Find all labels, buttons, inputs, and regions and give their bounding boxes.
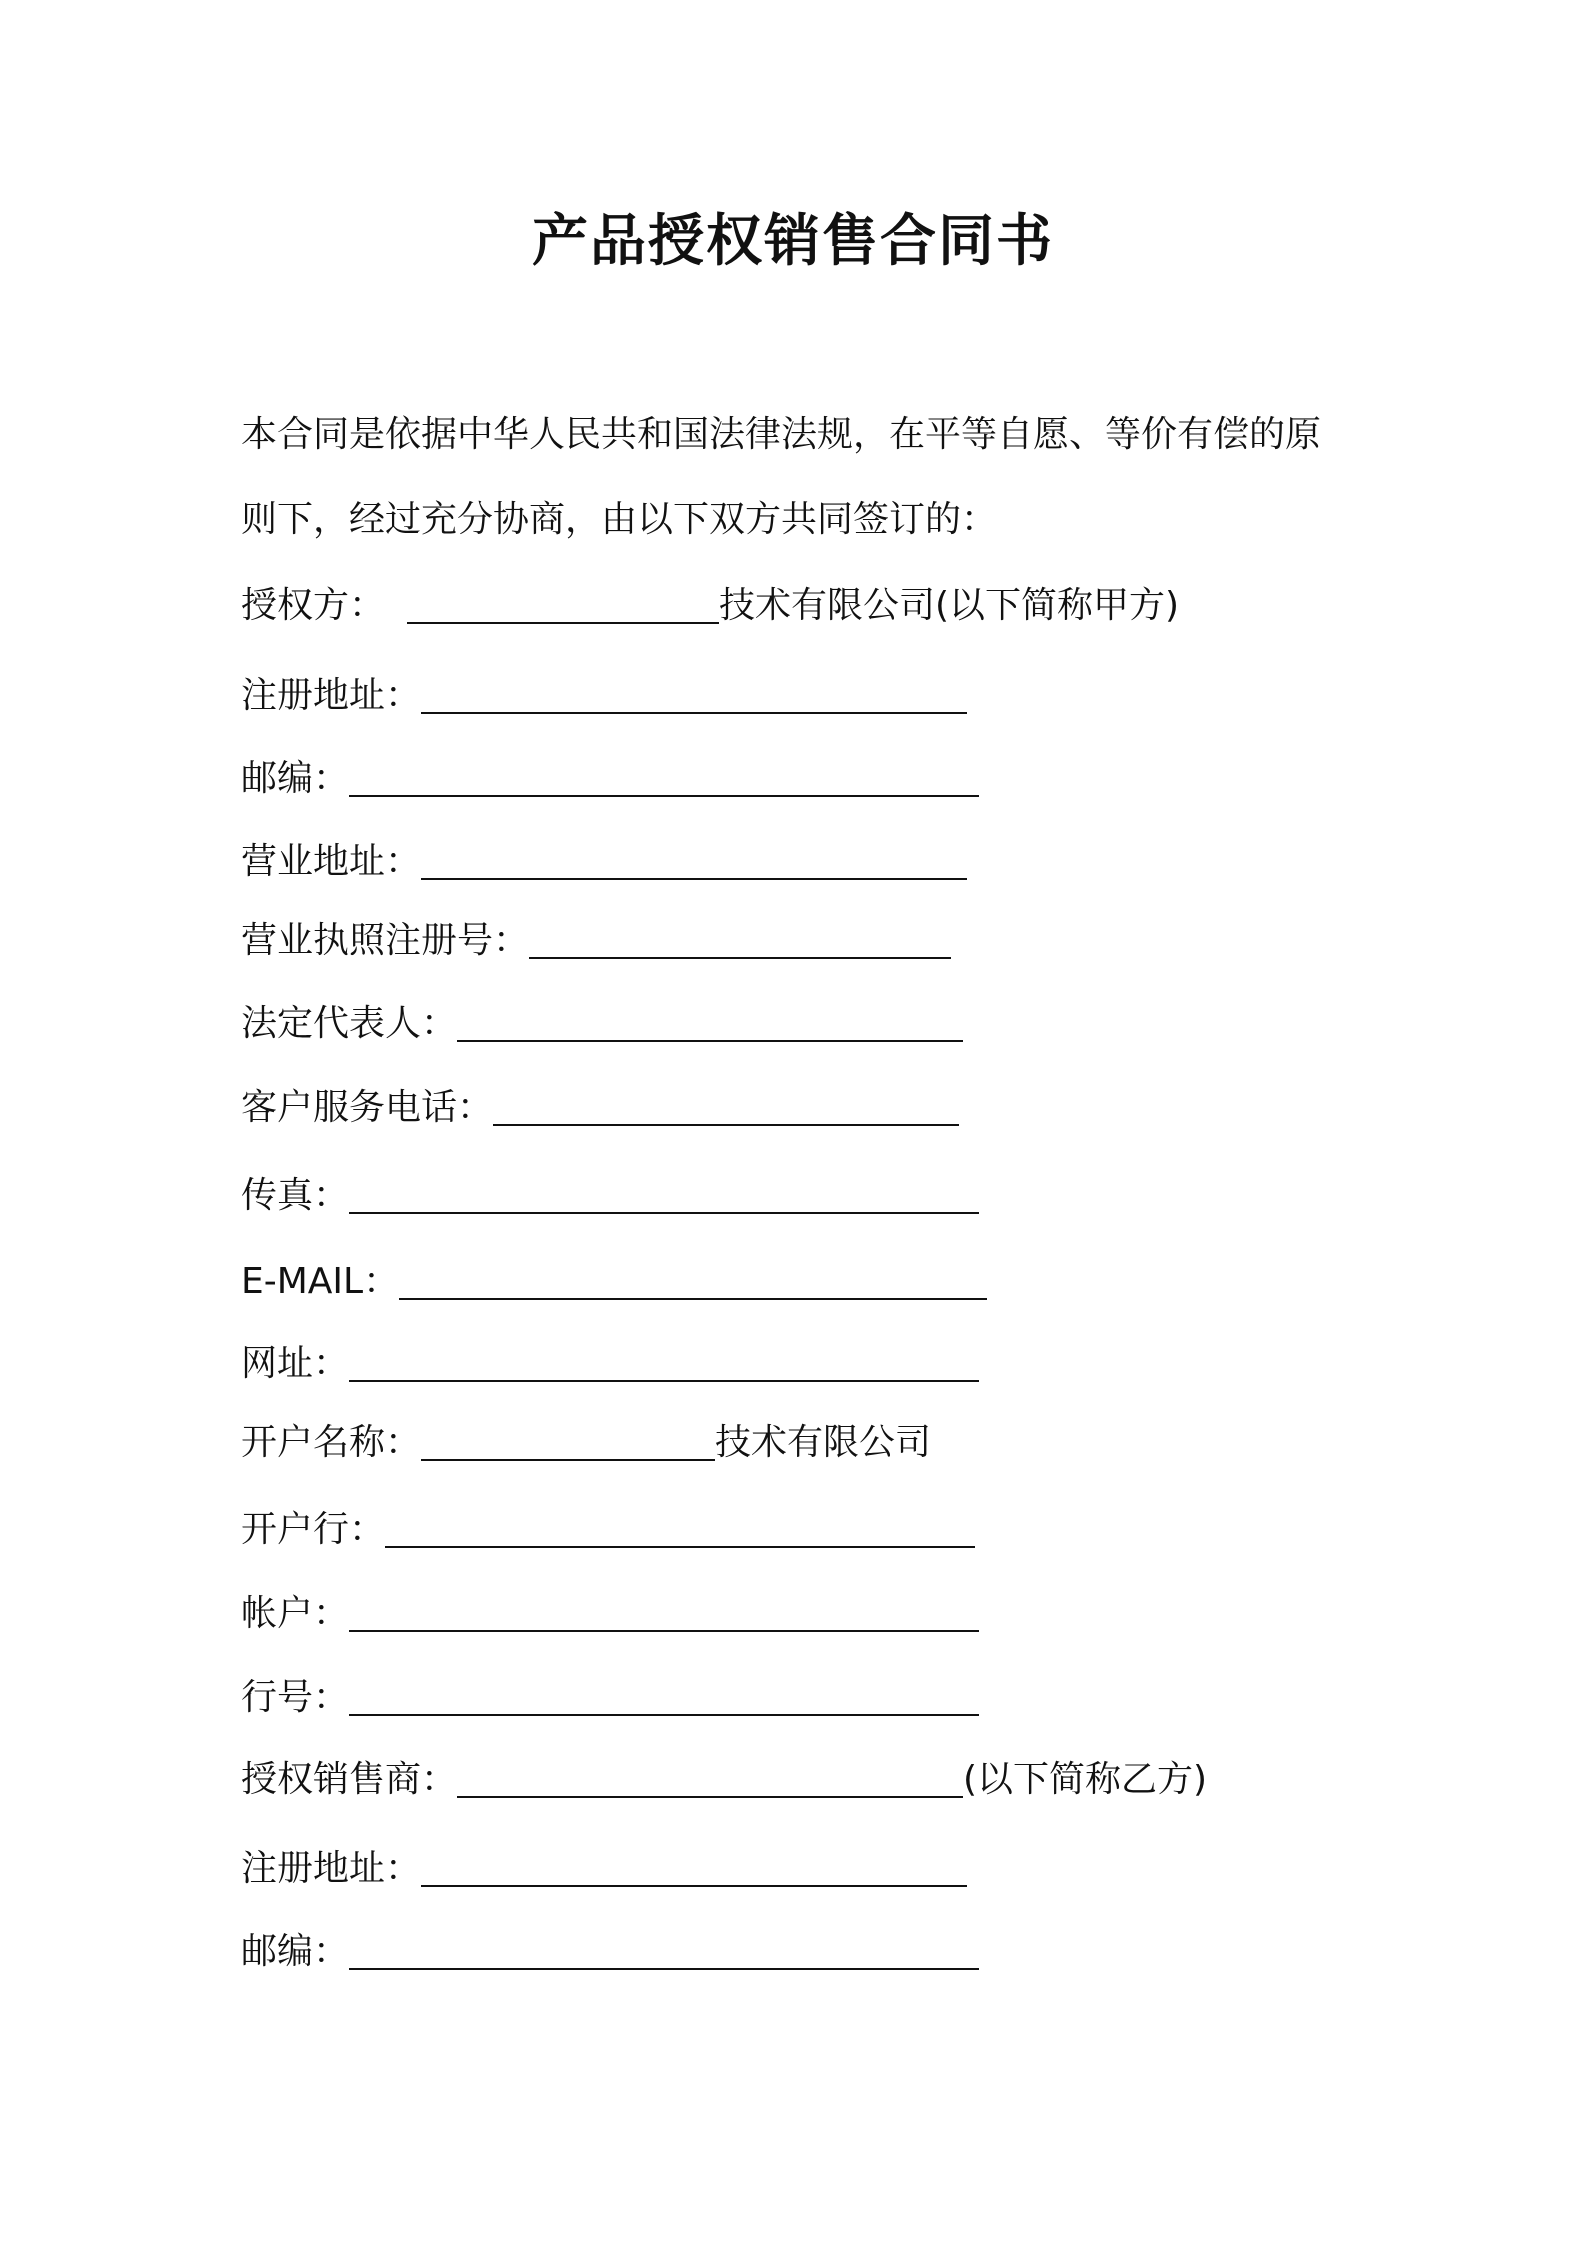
business-address-label: 营业地址： bbox=[241, 841, 422, 882]
intro-line-1: 本合同是依据中华人民共和国法律法规，在平等自愿、等价有偿的原 bbox=[241, 414, 1322, 455]
bank-label: 开户行： bbox=[241, 1509, 386, 1550]
field-registered-address-b bbox=[241, 1841, 967, 1893]
bank-blank[interactable] bbox=[385, 1506, 975, 1548]
email-blank[interactable] bbox=[399, 1258, 987, 1300]
legal-representative-label: 法定代表人： bbox=[241, 1003, 458, 1044]
business-address-blank[interactable] bbox=[421, 838, 967, 880]
service-phone-label: 客户服务电话： bbox=[241, 1087, 494, 1128]
website-label: 网址： bbox=[241, 1343, 350, 1384]
postcode-a-label: 邮编： bbox=[241, 758, 350, 799]
authorizer-label: 授权方： bbox=[241, 585, 386, 626]
legal-representative-blank[interactable] bbox=[457, 1000, 963, 1042]
field-website bbox=[241, 1336, 979, 1388]
registered-address-a-label: 注册地址： bbox=[241, 675, 422, 716]
field-fax bbox=[241, 1168, 979, 1220]
account-name-blank[interactable] bbox=[421, 1419, 715, 1461]
service-phone-blank[interactable] bbox=[493, 1084, 959, 1126]
postcode-b-blank[interactable] bbox=[349, 1928, 979, 1970]
authorizer-blank[interactable] bbox=[407, 582, 719, 624]
registered-address-b-blank[interactable] bbox=[421, 1845, 967, 1887]
document-title: 产品授权销售合同书 bbox=[532, 209, 1054, 274]
postcode-b-label: 邮编： bbox=[241, 1931, 350, 1972]
field-account-name bbox=[241, 1415, 931, 1467]
bank-code-blank[interactable] bbox=[349, 1674, 979, 1716]
field-postcode-b bbox=[241, 1924, 979, 1976]
field-authorizer bbox=[241, 578, 1179, 630]
field-business-address bbox=[241, 834, 967, 886]
fax-blank[interactable] bbox=[349, 1172, 979, 1214]
field-bank-code bbox=[241, 1670, 979, 1722]
email-label: E-MAIL： bbox=[241, 1261, 400, 1302]
field-registered-address-a bbox=[241, 668, 967, 720]
field-legal-representative bbox=[241, 996, 963, 1048]
account-name-label: 开户名称： bbox=[241, 1422, 422, 1463]
distributor-blank[interactable] bbox=[457, 1756, 963, 1798]
registered-address-a-blank[interactable] bbox=[421, 672, 967, 714]
field-license-number bbox=[241, 913, 951, 965]
field-postcode-a bbox=[241, 751, 979, 803]
license-number-label: 营业执照注册号： bbox=[241, 920, 530, 961]
registered-address-b-label: 注册地址： bbox=[241, 1848, 422, 1889]
field-service-phone bbox=[241, 1080, 959, 1132]
account-name-suffix: 技术有限公司 bbox=[715, 1422, 932, 1463]
distributor-label: 授权销售商： bbox=[241, 1759, 458, 1800]
distributor-suffix: (以下简称乙方) bbox=[963, 1759, 1208, 1800]
field-distributor bbox=[241, 1752, 1207, 1804]
intro-line-2: 则下，经过充分协商，由以下双方共同签订的： bbox=[241, 499, 998, 540]
bank-code-label: 行号： bbox=[241, 1677, 350, 1718]
field-email bbox=[241, 1254, 987, 1306]
authorizer-suffix: 技术有限公司(以下简称甲方) bbox=[719, 585, 1180, 626]
postcode-a-blank[interactable] bbox=[349, 755, 979, 797]
account-label: 帐户： bbox=[241, 1593, 350, 1634]
field-account bbox=[241, 1586, 979, 1638]
website-blank[interactable] bbox=[349, 1340, 979, 1382]
fax-label: 传真： bbox=[241, 1175, 350, 1216]
license-number-blank[interactable] bbox=[529, 917, 951, 959]
field-bank bbox=[241, 1502, 975, 1554]
account-blank[interactable] bbox=[349, 1590, 979, 1632]
